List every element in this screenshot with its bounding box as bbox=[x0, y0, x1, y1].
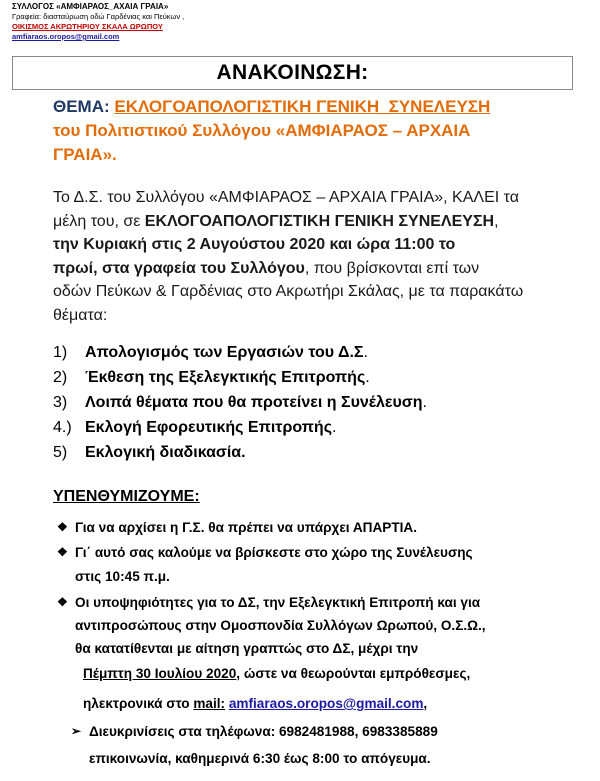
reminder-heading: ΥΠΕΝΘΥΜΙΖΟΥΜΕ: bbox=[53, 488, 200, 505]
item-end: . bbox=[332, 419, 337, 436]
org-name: ΣΥΛΛΟΓΟΣ «ΑΜΦΙΑΡΑΟΣ_ΑΧΑΙΑ ΓΡΑΙΑ» bbox=[12, 2, 169, 11]
deadline-date: Πέμπτη 30 Ιουλίου 2020 bbox=[83, 666, 237, 681]
subject-label: ΘΕΜΑ: bbox=[53, 97, 110, 116]
email-line bbox=[83, 694, 427, 713]
body-line-2 bbox=[53, 210, 581, 234]
email-intro: ηλεκτρονικά στο bbox=[83, 696, 194, 711]
phones-hours: επικοινωνία, καθημερινά 6:30 έως 8:00 το απόγευμα. bbox=[89, 751, 431, 766]
meeting-type: ΕΚΛΟΓΟΑΠΟΛΟΓΙΣΤΙΚΗ ΓΕΝΙΚΗ ΣΥΝΕΛΕΥΣΗ bbox=[144, 212, 495, 230]
arrow-bullet-icon: ➢ bbox=[71, 724, 82, 738]
body-text: , που βρίσκονται επί των bbox=[304, 259, 480, 277]
contact-email-link[interactable]: amfiaraos.oropos@gmail.com bbox=[228, 696, 424, 711]
announcement-title: ΑΝΑΚΟΙΝΩΣΗ: bbox=[216, 61, 369, 84]
item-end: . bbox=[422, 394, 427, 411]
subject-line-2: του Πολιτιστικού Συλλόγου «ΑΜΦΙΑΡΑΟΣ – ΑΡΧΑΙΑ bbox=[53, 121, 471, 140]
reminder-quorum: Για να αρχίσει η Γ.Σ. θα πρέπει να υπάρχει ΑΠΑΡΤΙΑ. bbox=[75, 520, 418, 535]
body-line-3 bbox=[53, 233, 581, 257]
title-box bbox=[12, 56, 573, 90]
item-number: 5) bbox=[53, 444, 68, 461]
list-item bbox=[53, 390, 427, 415]
item-end: . bbox=[365, 369, 370, 386]
header-email-link[interactable]: amfiaraos.oropos@gmail.com bbox=[12, 32, 120, 41]
body-line-5: οδών Πεύκων & Γαρδένιας στο Ακρωτήρι Σκάλας, με τα παρακάτω bbox=[53, 283, 524, 300]
item-text: Λοιπά θέματα που θα προτείνει η Συνέλευση bbox=[85, 394, 423, 411]
settlement-name: ΟΙΚΙΣΜΟΣ ΑΚΡΩΤΗΡΙΟΥ ΣΚΑΛΑ ΩΡΩΠΟΥ bbox=[12, 22, 163, 31]
item-text: Απολογισμός των Εργασιών του Δ.Σ bbox=[85, 344, 364, 361]
item-end: . bbox=[363, 344, 368, 361]
diamond-bullet-icon: ❖ bbox=[57, 595, 68, 609]
item-number: 3) bbox=[53, 394, 68, 411]
office-address: Γραφεία: διασταύρωση οδώ Γαρδένιας και Πεύκων , bbox=[12, 12, 185, 21]
reminder-candidacy-2: αντιπροσώπους στην Ομοσπονδία Συλλόγων Ωρωπού, Ο.Σ.Ω., bbox=[75, 618, 486, 633]
body-line-6: θέματα: bbox=[53, 306, 108, 324]
deadline-line bbox=[83, 664, 470, 683]
item-number: 1) bbox=[53, 344, 68, 361]
reminder-arrival-1: Γι΄ αυτό σας καλούμε να βρίσκεστε στο χώρο της Συνέλευσης bbox=[75, 545, 473, 560]
list-item bbox=[53, 415, 427, 440]
item-text: Εκλογή Εφορευτικής Επιτροπής bbox=[85, 419, 333, 436]
item-text: Έκθεση της Εξελεγκτικής Επιτροπής bbox=[85, 369, 366, 386]
list-item bbox=[53, 440, 427, 465]
item-number: 4.) bbox=[53, 419, 72, 436]
body-line-1: Το Δ.Σ. του Συλλόγου «ΑΜΦΙΑΡΑΟΣ – ΑΡΧΑΙΑ ΓΡΑΙΑ», ΚΑΛΕΙ τα bbox=[53, 189, 519, 206]
reminder-arrival-2: στις 10:45 π.μ. bbox=[75, 569, 170, 584]
subject-block bbox=[53, 95, 573, 167]
body-text: , bbox=[494, 212, 499, 230]
subject-line-1: ΕΚΛΟΓΟΑΠΟΛΟΓΙΣΤΙΚΗ ΓΕΝΙΚΗ_ΣΥΝΕΛΕΥΣΗ bbox=[114, 97, 491, 116]
body-paragraph bbox=[53, 186, 581, 327]
subject-line-3: ΓΡΑΙΑ». bbox=[53, 145, 117, 164]
reminder-candidacy-3: θα κατατίθενται με αίτηση γραπτώς στο ΔΣ, μέχρι την bbox=[75, 641, 419, 656]
meeting-date: την Κυριακή στις 2 Αυγούστου 2020 και ώρα 11:00 το bbox=[53, 236, 456, 253]
phones-line: Διευκρινίσεις στα τηλέφωνα: 6982481988, 6983385889 bbox=[89, 724, 438, 739]
list-item bbox=[53, 365, 427, 390]
diamond-bullet-icon: ❖ bbox=[57, 545, 68, 559]
item-number: 2) bbox=[53, 369, 68, 386]
email-comma: , bbox=[423, 696, 428, 711]
item-text: Εκλογική διαδικασία. bbox=[85, 444, 246, 461]
agenda-list bbox=[53, 340, 427, 465]
diamond-bullet-icon: ❖ bbox=[57, 520, 68, 534]
meeting-place: πρωί, στα γραφεία του Συλλόγου bbox=[53, 259, 305, 277]
mail-label: mail: bbox=[193, 696, 226, 711]
deadline-rest: , ώστε να θεωρούνται εμπρόθεσμες, bbox=[236, 666, 471, 681]
body-line-4 bbox=[53, 257, 581, 281]
body-text: μέλη του, σε bbox=[53, 212, 145, 230]
reminder-candidacy-1: Οι υποψηφιότητες για το ΔΣ, την Εξελεγκτική Επιτροπή και για bbox=[75, 595, 481, 610]
list-item bbox=[53, 340, 427, 365]
